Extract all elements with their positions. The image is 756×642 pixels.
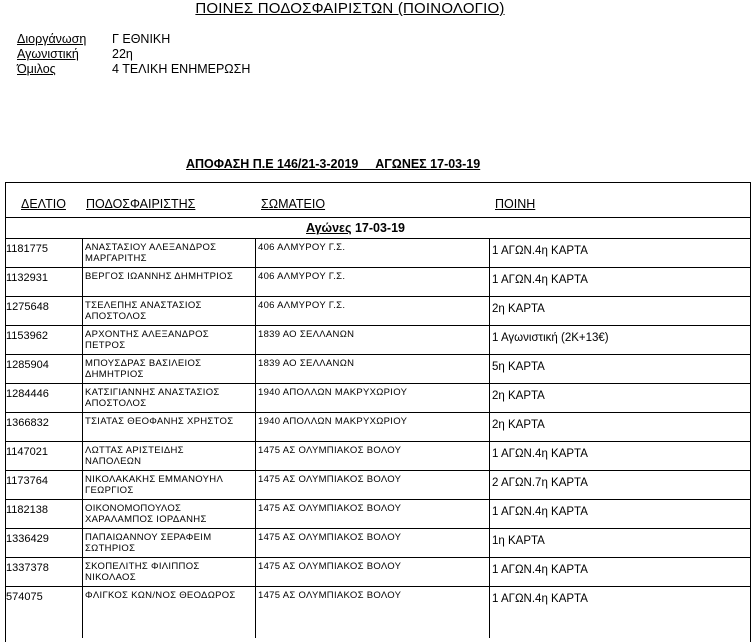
player-name-line-1: ΤΣΙΑΤΑΣ ΘΕΟΦΑΝΗΣ ΧΡΗΣΤΟΣ: [85, 416, 234, 427]
cell-penalty: 2η ΚΑΡΤΑ: [492, 419, 545, 431]
table-row: [5, 354, 751, 383]
player-name-line-2: ΣΩΤΗΡΙΟΣ: [85, 543, 136, 554]
cell-player: [85, 445, 255, 467]
table-row: [5, 499, 751, 528]
cell-player: [85, 561, 255, 583]
cell-player: [85, 271, 255, 282]
cell-code: 1366832: [6, 417, 49, 429]
table-row: [5, 586, 751, 615]
meta-label: Όμιλος: [17, 62, 56, 76]
cell-club: 406 ΑΛΜΥΡΟΥ Γ.Σ.: [258, 271, 346, 282]
cell-code: 1284446: [6, 388, 49, 400]
table-row: [5, 267, 751, 296]
cell-player: [85, 329, 255, 351]
cell-code: 1285904: [6, 359, 49, 371]
table-row: [5, 470, 751, 499]
player-name-line-2: ΠΕΤΡΟΣ: [85, 340, 126, 351]
document-meta: [17, 32, 250, 77]
table-row: [5, 296, 751, 325]
cell-code: 1337378: [6, 562, 49, 574]
player-name-line-2: ΑΠΟΣΤΟΛΟΣ: [85, 398, 147, 409]
cell-player: [85, 532, 255, 554]
cell-player: [85, 300, 255, 322]
column-header-player: ΠΟΔΟΣΦΑΙΡΙΣΤΗΣ: [86, 197, 196, 211]
cell-club: 1940 ΑΠΟΛΛΩΝ ΜΑΚΡΥΧΩΡΙΟΥ: [258, 387, 408, 398]
player-name-line-1: ΛΩΤΤΑΣ ΑΡΙΣΤΕΙΔΗΣ: [85, 445, 184, 456]
cell-club: 1475 ΑΣ ΟΛΥΜΠΙΑΚΟΣ ΒΟΛΟΥ: [258, 445, 402, 456]
document-title: ΠΟΙΝΕΣ ΠΟΔΟΣΦΑΙΡΙΣΤΩΝ (ΠΟΙΝΟΛΟΓΙΟ): [195, 0, 505, 17]
meta-value: Γ ΕΘΝΙΚΗ: [112, 32, 171, 46]
table-row: [5, 557, 751, 586]
cell-club: 1475 ΑΣ ΟΛΥΜΠΙΑΚΟΣ ΒΟΛΟΥ: [258, 474, 402, 485]
table-row: [5, 383, 751, 412]
cell-club: 1940 ΑΠΟΛΛΩΝ ΜΑΚΡΥΧΩΡΙΟΥ: [258, 416, 408, 427]
meta-value: 4 ΤΕΛΙΚΗ ΕΝΗΜΕΡΩΣΗ: [112, 62, 251, 76]
column-header-penalty: ΠΟΙΝΗ: [495, 197, 536, 211]
cell-code: 1182138: [6, 504, 49, 516]
meta-label: Αγωνιστική: [17, 47, 79, 61]
group-heading: [306, 221, 405, 235]
cell-club: 406 ΑΛΜΥΡΟΥ Γ.Σ.: [258, 242, 346, 253]
column-header-code: ΔΕΛΤΙΟ: [21, 197, 66, 211]
cell-code: 1153962: [6, 330, 49, 342]
cell-code: 1336429: [6, 533, 49, 545]
player-name-line-1: ΟΙΚΟΝΟΜΟΠΟΥΛΟΣ: [85, 503, 182, 514]
cell-penalty: 1 ΑΓΩΝ.4η ΚΑΡΤΑ: [492, 506, 588, 518]
cell-penalty: 2 ΑΓΩΝ.7η ΚΑΡΤΑ: [492, 477, 588, 489]
player-name-line-1: ΑΡΧΟΝΤΗΣ ΑΛΕΞΑΝΔΡΟΣ: [85, 329, 209, 340]
meta-row-matchday: [17, 47, 250, 62]
cell-code: 1173764: [6, 475, 49, 487]
player-name-line-2: ΝΙΚΟΛΑΟΣ: [85, 572, 136, 583]
cell-code: 574075: [6, 591, 43, 603]
player-name-line-2: ΝΑΠΟΛΕΩΝ: [85, 456, 142, 467]
cell-code: 1147021: [6, 446, 49, 458]
cell-club: 1839 ΑΟ ΣΕΛΛΑΝΩΝ: [258, 358, 355, 369]
cell-player: [85, 387, 255, 409]
player-name-line-1: ΣΚΟΠΕΛΙΤΗΣ ΦΙΛΙΠΠΟΣ: [85, 561, 200, 572]
meta-label: Διοργάνωση: [17, 32, 87, 46]
cell-penalty: 5η ΚΑΡΤΑ: [492, 361, 545, 373]
player-name-line-2: ΑΠΟΣΤΟΛΟΣ: [85, 311, 147, 322]
cell-penalty: 2η ΚΑΡΤΑ: [492, 303, 545, 315]
group-date: 17-03-19: [354, 221, 405, 235]
meta-value: 22η: [112, 47, 133, 61]
table-row: [5, 238, 751, 267]
player-name-line-1: ΜΠΟΥΣΔΡΑΣ ΒΑΣΙΛΕΙΟΣ: [85, 358, 202, 369]
table-row: [5, 441, 751, 470]
cell-player: [85, 358, 255, 380]
cell-penalty: 1 ΑΓΩΝ.4η ΚΑΡΤΑ: [492, 564, 588, 576]
table-row: [5, 325, 751, 354]
cell-club: 1475 ΑΣ ΟΛΥΜΠΙΑΚΟΣ ΒΟΛΟΥ: [258, 561, 402, 572]
cell-code: 1132931: [6, 272, 49, 284]
column-header-club: ΣΩΜΑΤΕΙΟ: [261, 197, 326, 211]
cell-club: 1475 ΑΣ ΟΛΥΜΠΙΑΚΟΣ ΒΟΛΟΥ: [258, 532, 402, 543]
cell-penalty: 1η ΚΑΡΤΑ: [492, 535, 545, 547]
cell-club: 1475 ΑΣ ΟΛΥΜΠΙΑΚΟΣ ΒΟΛΟΥ: [258, 503, 402, 514]
player-name-line-2: ΓΕΩΡΓΙΟΣ: [85, 485, 134, 496]
decision-heading: ΑΠΟΦΑΣΗ Π.Ε 146/21-3-2019 ΑΓΩΝΕΣ 17-03-19: [186, 157, 481, 171]
cell-penalty: 1 ΑΓΩΝ.4η ΚΑΡΤΑ: [492, 245, 588, 257]
player-name-line-1: ΚΑΤΣΙΓΙΑΝΝΗΣ ΑΝΑΣΤΑΣΙΟΣ: [85, 387, 220, 398]
cell-player: [85, 474, 255, 496]
player-name-line-2: ΔΗΜΗΤΡΙΟΣ: [85, 369, 144, 380]
table-row: [5, 412, 751, 441]
meta-row-group: [17, 62, 250, 77]
cell-penalty: 1 Αγωνιστική (2Κ+13€): [492, 332, 609, 344]
cell-penalty: 2η ΚΑΡΤΑ: [492, 390, 545, 402]
cell-penalty: 1 ΑΓΩΝ.4η ΚΑΡΤΑ: [492, 448, 588, 460]
table-body: [5, 238, 751, 615]
cell-penalty: 1 ΑΓΩΝ.4η ΚΑΡΤΑ: [492, 274, 588, 286]
player-name-line-1: ΦΛΙΓΚΟΣ ΚΩΝ/ΝΟΣ ΘΕΟΔΩΡΟΣ: [85, 590, 236, 601]
cell-club: 1839 ΑΟ ΣΕΛΛΑΝΩΝ: [258, 329, 355, 340]
group-label: Αγώνες: [306, 221, 352, 235]
cell-code: 1181775: [6, 243, 49, 255]
player-name-line-2: ΜΑΡΓΑΡΙΤΗΣ: [85, 253, 147, 264]
cell-player: [85, 590, 255, 601]
divider: [5, 217, 751, 218]
player-name-line-1: ΝΙΚΟΛΑΚΑΚΗΣ ΕΜΜΑΝΟΥΗΛ: [85, 474, 224, 485]
player-name-line-1: ΒΕΡΓΟΣ ΙΩΑΝΝΗΣ ΔΗΜΗΤΡΙΟΣ: [85, 271, 234, 282]
cell-club: 406 ΑΛΜΥΡΟΥ Γ.Σ.: [258, 300, 346, 311]
meta-row-competition: [17, 32, 250, 47]
player-name-line-2: ΧΑΡΑΛΑΜΠΟΣ ΙΟΡΔΑΝΗΣ: [85, 514, 207, 525]
cell-club: 1475 ΑΣ ΟΛΥΜΠΙΑΚΟΣ ΒΟΛΟΥ: [258, 590, 402, 601]
cell-player: [85, 242, 255, 264]
cell-code: 1275648: [6, 301, 49, 313]
cell-penalty: 1 ΑΓΩΝ.4η ΚΑΡΤΑ: [492, 593, 588, 605]
player-name-line-1: ΠΑΠΑΙΩΑΝΝΟΥ ΣΕΡΑΦΕΙΜ: [85, 532, 212, 543]
table-row: [5, 528, 751, 557]
cell-player: [85, 416, 255, 427]
player-name-line-1: ΤΣΕΛΕΠΗΣ ΑΝΑΣΤΑΣΙΟΣ: [85, 300, 202, 311]
cell-player: [85, 503, 255, 525]
player-name-line-1: ΑΝΑΣΤΑΣΙΟΥ ΑΛΕΞΑΝΔΡΟΣ: [85, 242, 217, 253]
